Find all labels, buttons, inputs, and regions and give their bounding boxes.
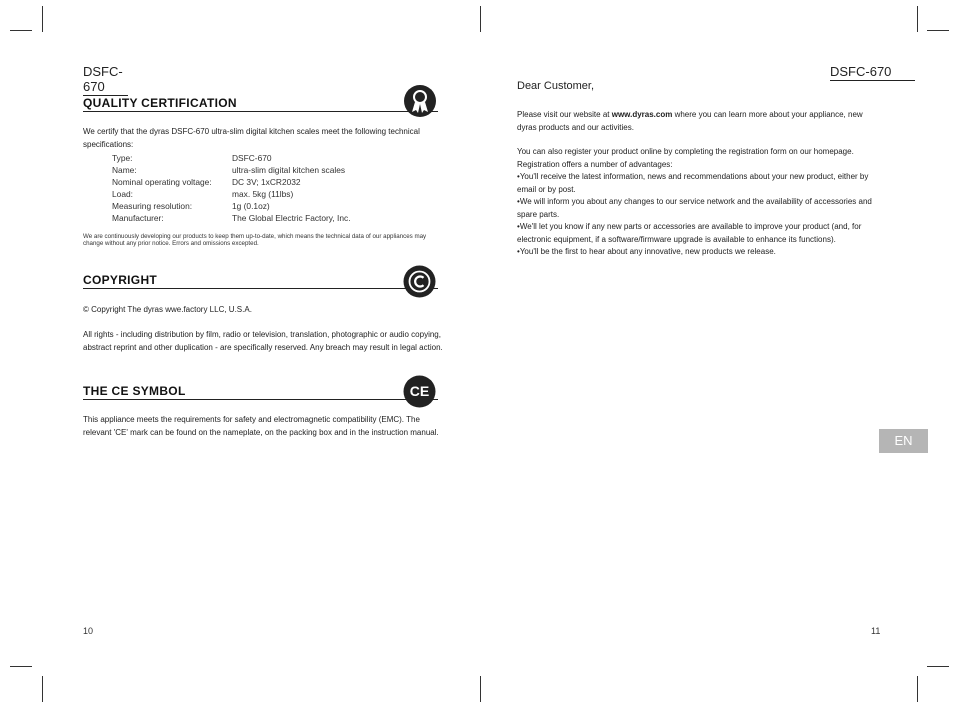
right-model-header: DSFC-670 [830,64,915,81]
spec-label: Load: [112,189,133,199]
visit-pre: Please visit our website at [517,110,612,119]
list-item: • You'll receive the latest information, news and recommendations about your new product, either by email or by post. [517,171,882,196]
list-item: • You'll be the first to hear about any innovative, new products we release. [517,246,882,259]
spec-label: Type: [112,153,133,163]
visit-paragraph [517,109,882,134]
visit-post: where you can learn more about your appliance, new dyras products and our activities. [517,110,863,132]
language-tab: EN [879,429,928,453]
crop-mark [480,676,481,702]
crop-mark [917,6,918,32]
advantages-list [517,171,882,259]
quality-title: QUALITY CERTIFICATION [83,96,438,112]
copyright-line: © Copyright The dyras wwe.factory LLC, U.S.A. [83,305,252,314]
spec-label: Measuring resolution: [112,201,193,211]
copyright-text: All rights - including distribution by film, radio or television, translation, photographic or audio copying, abstract reprint and other duplication - are specifically reserved. Any breach may result in legal action. [83,330,443,352]
crop-mark [10,30,32,31]
right-page-number: 11 [871,626,881,636]
crop-mark [480,6,481,32]
spec-value: DC 3V; 1xCR2032 [232,177,301,187]
left-model-header: DSFC-670 [83,64,128,96]
spec-label: Manufacturer: [112,213,164,223]
spec-value: max. 5kg (11lbs) [232,189,294,199]
ce-text: This appliance meets the requirements for safety and electromagnetic compatibility (EMC). The relevant 'CE' mark can be found on the nameplate, on the packing box and in the instruction manual. [83,415,439,437]
website-link[interactable]: www.dyras.com [611,110,673,119]
ce-mark-icon [403,375,436,408]
spec-value: DSFC-670 [232,153,272,163]
left-page-number: 10 [83,626,94,636]
ce-mark-text: CE [409,383,430,399]
quality-intro: We certify that the dyras DSFC-670 ultra-slim digital kitchen scales meet the following technical specifications: [83,127,420,149]
crop-mark [42,6,43,32]
ce-title: THE CE SYMBOL [83,384,438,400]
copyright-icon [403,265,436,298]
list-item: • We will inform you about any changes to our service network and the availability of accessories and spare parts. [517,196,882,221]
crop-mark [927,30,949,31]
spec-label: Name: [112,165,137,175]
crop-mark [917,676,918,702]
copyright-title: COPYRIGHT [83,273,438,289]
spec-value: The Global Electric Factory, Inc. [232,213,351,223]
crop-mark [927,666,949,667]
crop-mark [42,676,43,702]
spec-value: ultra-slim digital kitchen scales [232,165,346,175]
specs-note: We are continuously developing our products to keep them up-to-date, which means the technical data of our appliances may change without any prior notice. Errors and omissions excepted. [83,233,427,247]
spec-label: Nominal operating voltage: [112,177,212,187]
award-icon [403,84,437,118]
spec-value: 1g (0.1oz) [232,201,270,211]
list-item: • We'll let you know if any new parts or accessories are available to improve your product (and, for electronic equipment, if a software/firmware upgrade is available to enhance its functions). [517,221,882,246]
greeting: Dear Customer, [517,80,595,92]
crop-mark [10,666,32,667]
register-paragraph: You can also register your product online by completing the registration form on our homepage. Registration offers a number of advantages: [517,147,854,169]
